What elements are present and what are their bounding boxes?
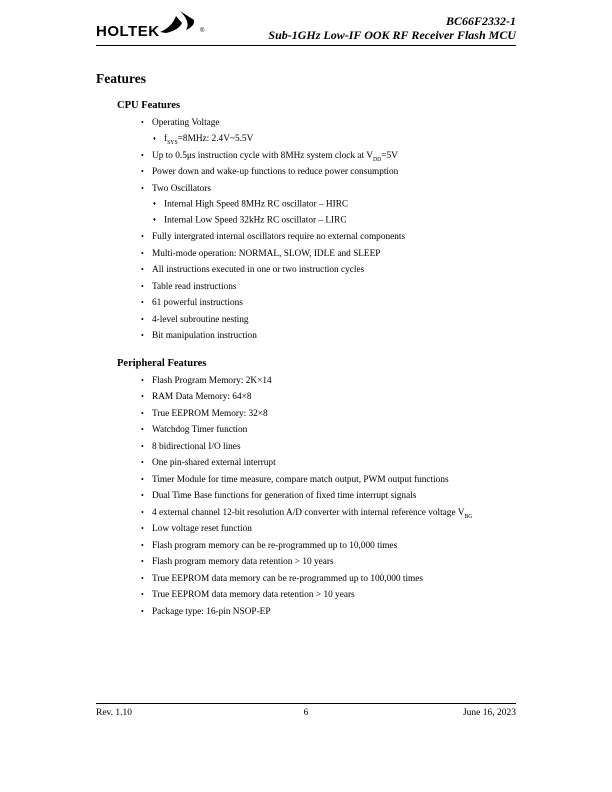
page-title: Features bbox=[96, 71, 146, 86]
bullet-icon bbox=[141, 164, 152, 181]
subscript-text: DD bbox=[372, 156, 382, 163]
feature-item-text: True EEPROM data memory can be re-programmed up to 100,000 times bbox=[152, 573, 424, 584]
feature-item-text: Power down and wake-up functions to reduce power consumption bbox=[152, 167, 399, 177]
holtek-logo-text: HOLTEK bbox=[96, 23, 160, 40]
feature-item bbox=[141, 455, 516, 472]
feature-item-text: Flash Program Memory: 2K×14 bbox=[152, 375, 272, 386]
feature-item-text: 8 bidirectional I/O lines bbox=[152, 441, 241, 452]
feature-item bbox=[141, 521, 516, 538]
date-label: June 16, 2023 bbox=[462, 708, 516, 718]
bullet-icon bbox=[141, 312, 152, 329]
feature-item bbox=[141, 538, 516, 555]
page-number: 6 bbox=[303, 708, 309, 718]
feature-item bbox=[141, 571, 516, 588]
feature-item-text bbox=[152, 508, 472, 518]
feature-item-text: Package type: 16-pin NSOP-EP bbox=[152, 606, 271, 617]
feature-item-text bbox=[152, 151, 398, 161]
feature-item bbox=[141, 246, 516, 263]
datasheet-page bbox=[96, 0, 516, 620]
bullet-icon bbox=[141, 538, 152, 555]
bullet-icon bbox=[141, 246, 152, 263]
bullet-icon bbox=[141, 521, 152, 538]
feature-item bbox=[141, 604, 516, 621]
part-number: BC66F2332-1 bbox=[445, 14, 516, 28]
text-part: Up to 0.5μs instruction cycle with 8MHz system clock at V bbox=[152, 150, 373, 161]
feature-item-text: Two Oscillators bbox=[152, 183, 211, 194]
feature-item bbox=[141, 312, 516, 329]
bullet-icon bbox=[141, 587, 152, 604]
feature-item-text: Fully intergrated internal oscillators require no external components bbox=[152, 232, 406, 242]
feature-item bbox=[141, 148, 516, 165]
bullet-icon bbox=[141, 472, 152, 489]
feature-item bbox=[141, 554, 516, 571]
feature-item bbox=[141, 262, 516, 279]
bullet-icon bbox=[141, 422, 152, 439]
bullet-icon bbox=[141, 439, 152, 456]
feature-item-text: True EEPROM data memory data retention > 10 years bbox=[152, 590, 355, 600]
feature-item-text: 4-level subroutine nesting bbox=[152, 314, 249, 325]
bullet-icon bbox=[141, 571, 152, 588]
bullet-icon bbox=[141, 295, 152, 312]
feature-item bbox=[141, 181, 516, 198]
feature-item bbox=[141, 472, 516, 489]
feature-item bbox=[141, 115, 516, 132]
feature-item-text: Timer Module for time measure, compare match output, PWM output functions bbox=[152, 474, 449, 485]
page-footer bbox=[96, 703, 516, 720]
section-heading-peripheral-features: Peripheral Features bbox=[117, 357, 207, 369]
diamond-bullet-icon bbox=[153, 197, 164, 213]
feature-item bbox=[141, 439, 516, 456]
bullet-icon bbox=[141, 148, 152, 165]
bullet-icon bbox=[141, 505, 152, 522]
bullet-icon bbox=[141, 389, 152, 406]
feature-item-text: Multi-mode operation: NORMAL, SLOW, IDLE and SLEEP bbox=[152, 248, 381, 259]
feature-item-text: Internal High Speed 8MHz RC oscillator – HIRC bbox=[164, 199, 349, 210]
feature-item-text: Dual Time Base functions for generation of fixed time interrupt signals bbox=[152, 491, 417, 501]
feature-subitem bbox=[153, 213, 516, 229]
bullet-icon bbox=[141, 604, 152, 621]
feature-item-text: Low voltage reset function bbox=[152, 524, 252, 534]
feature-item bbox=[141, 279, 516, 296]
holtek-flame-icon bbox=[158, 10, 205, 34]
bullet-icon bbox=[141, 554, 152, 571]
bullet-icon bbox=[141, 328, 152, 345]
holtek-logo bbox=[96, 16, 216, 42]
bullet-icon bbox=[141, 373, 152, 390]
bullet-icon bbox=[141, 115, 152, 132]
feature-item-text bbox=[164, 134, 253, 144]
section-heading-cpu-features: CPU Features bbox=[117, 100, 181, 111]
bullet-icon bbox=[141, 455, 152, 472]
feature-subitem bbox=[153, 197, 516, 213]
subscript-text: SYS bbox=[167, 139, 178, 146]
feature-subitem bbox=[153, 132, 516, 148]
text-part: =5V bbox=[381, 150, 398, 161]
feature-item bbox=[141, 373, 516, 390]
feature-item-text: Flash program memory can be re-programmed up to 10,000 times bbox=[152, 540, 398, 551]
feature-item bbox=[141, 488, 516, 505]
feature-item-text: Table read instructions bbox=[152, 281, 237, 292]
feature-item-text: Operating Voltage bbox=[152, 118, 220, 128]
text-part: f bbox=[164, 134, 168, 144]
bullet-icon bbox=[141, 229, 152, 246]
bullet-icon bbox=[141, 181, 152, 198]
feature-item-text: Watchdog Timer function bbox=[152, 425, 248, 435]
feature-item bbox=[141, 229, 516, 246]
feature-item-text: RAM Data Memory: 64×8 bbox=[152, 392, 252, 402]
feature-item-text: 61 powerful instructions bbox=[152, 298, 243, 308]
bullet-icon bbox=[141, 488, 152, 505]
subscript-text: BG bbox=[464, 513, 473, 520]
bullet-icon bbox=[141, 262, 152, 279]
feature-item-text: Bit manipulation instruction bbox=[152, 331, 257, 341]
footer-row bbox=[96, 708, 516, 720]
text-part: 4 external channel 12-bit resolution A/D converter with internal reference voltage V bbox=[152, 507, 465, 518]
document-title-block bbox=[268, 14, 516, 42]
feature-item-text: All instructions executed in one or two instruction cycles bbox=[152, 265, 365, 275]
feature-item-text: Internal Low Speed 32kHz RC oscillator – LIRC bbox=[164, 215, 347, 226]
document-subtitle: Sub-1GHz Low-IF OOK RF Receiver Flash MCU bbox=[268, 28, 516, 42]
bullet-icon bbox=[141, 279, 152, 296]
registered-trademark: ® bbox=[200, 28, 205, 34]
feature-item-text: True EEPROM Memory: 32×8 bbox=[152, 408, 268, 419]
feature-item bbox=[141, 505, 516, 522]
diamond-bullet-icon bbox=[153, 213, 164, 229]
feature-item bbox=[141, 328, 516, 345]
feature-item-text: Flash program memory data retention > 10 years bbox=[152, 557, 334, 567]
page-header bbox=[96, 0, 516, 46]
revision-label: Rev. 1.10 bbox=[96, 708, 133, 718]
diamond-bullet-icon bbox=[153, 132, 164, 148]
feature-item bbox=[141, 295, 516, 312]
feature-item bbox=[141, 164, 516, 181]
text-part: =8MHz: 2.4V~5.5V bbox=[177, 134, 254, 144]
feature-item bbox=[141, 389, 516, 406]
feature-item bbox=[141, 587, 516, 604]
feature-item bbox=[141, 406, 516, 423]
bullet-icon bbox=[141, 406, 152, 423]
feature-item bbox=[141, 422, 516, 439]
feature-item-text: One pin-shared external interrupt bbox=[152, 458, 276, 468]
